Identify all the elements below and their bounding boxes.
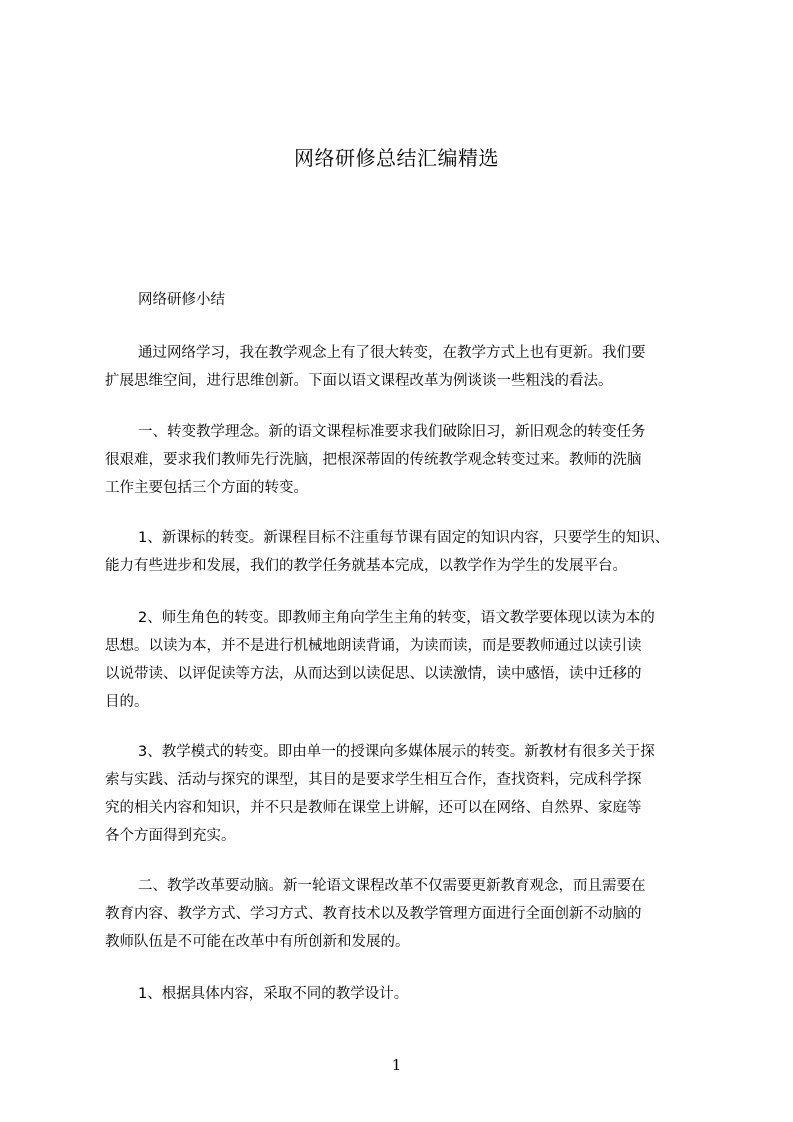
paragraph-line: 索与实践、活动与探究的课型，其目的是要求学生相互合作，查找资料，完成科学探: [105, 772, 642, 788]
paragraph-line: 3、教学模式的转变。即由单一的授课向多媒体展示的转变。新教材有很多关于探: [138, 744, 655, 760]
paragraph-6: [105, 872, 725, 956]
paragraph-line: 以说带读、以评促读等方法，从而达到以读促思、以读激情，读中感悟，读中迁移的: [105, 666, 642, 682]
paragraph-line: 1、新课标的转变。新课程目标不注重每节课有固定的知识内容，只要学生的知识、: [138, 530, 670, 546]
paragraph-line: 扩展思维空间，进行思维创新。下面以语文课程改革为例谈谈一些粗浅的看法。: [105, 373, 613, 389]
subtitle-text: 网络研修小结: [138, 292, 225, 308]
paragraph-line: 教师队伍是不可能在改革中有所创新和发展的。: [105, 934, 410, 950]
paragraph-line: 目的。: [105, 694, 149, 710]
document-title: 网络研修总结汇编精选: [294, 146, 499, 170]
paragraph-line: 1、根据具体内容，采取不同的教学设计。: [138, 986, 409, 1002]
paragraph-2: [105, 418, 725, 502]
paragraph-3: [105, 524, 725, 580]
paragraph-line: 能力有些进步和发展，我们的教学任务就基本完成，以教学作为学生的发展平台。: [105, 558, 627, 574]
paragraph-line: 很艰难，要求我们教师先行洗脑，把根深蒂固的传统教学观念转变过来。教师的洗脑: [105, 452, 642, 468]
section-subtitle: [105, 286, 725, 314]
paragraph-line: 究的相关内容和知识，并不只是教师在课堂上讲解，还可以在网络、自然界、家庭等: [105, 800, 642, 816]
paragraph-line: 工作主要包括三个方面的转变。: [105, 480, 308, 496]
paragraph-line: 一、转变教学理念。新的语文课程标准要求我们破除旧习，新旧观念的转变任务: [138, 424, 646, 440]
paragraph-line: 各个方面得到充实。: [105, 828, 236, 844]
paragraph-7: [105, 980, 725, 1008]
paragraph-line: 通过网络学习，我在教学观念上有了很大转变，在教学方式上也有更新。我们要: [138, 345, 646, 361]
paragraph-line: 2、师生角色的转变。即教师主角向学生主角的转变，语文教学要体现以读为本的: [138, 610, 655, 626]
paragraph-line: 思想。以读为本，并不是进行机械地朗读背诵，为读而读，而是要教师通过以读引读: [105, 638, 642, 654]
paragraph-line: 二、教学改革要动脑。新一轮语文课程改革不仅需要更新教育观念，而且需要在: [138, 878, 646, 894]
paragraph-5: [105, 738, 725, 850]
page-number: 1: [391, 1056, 402, 1074]
paragraph-4: [105, 604, 725, 716]
paragraph-line: 教育内容、教学方式、学习方式、教育技术以及教学管理方面进行全面创新不动脑的: [105, 906, 642, 922]
paragraph-1: [105, 339, 725, 395]
